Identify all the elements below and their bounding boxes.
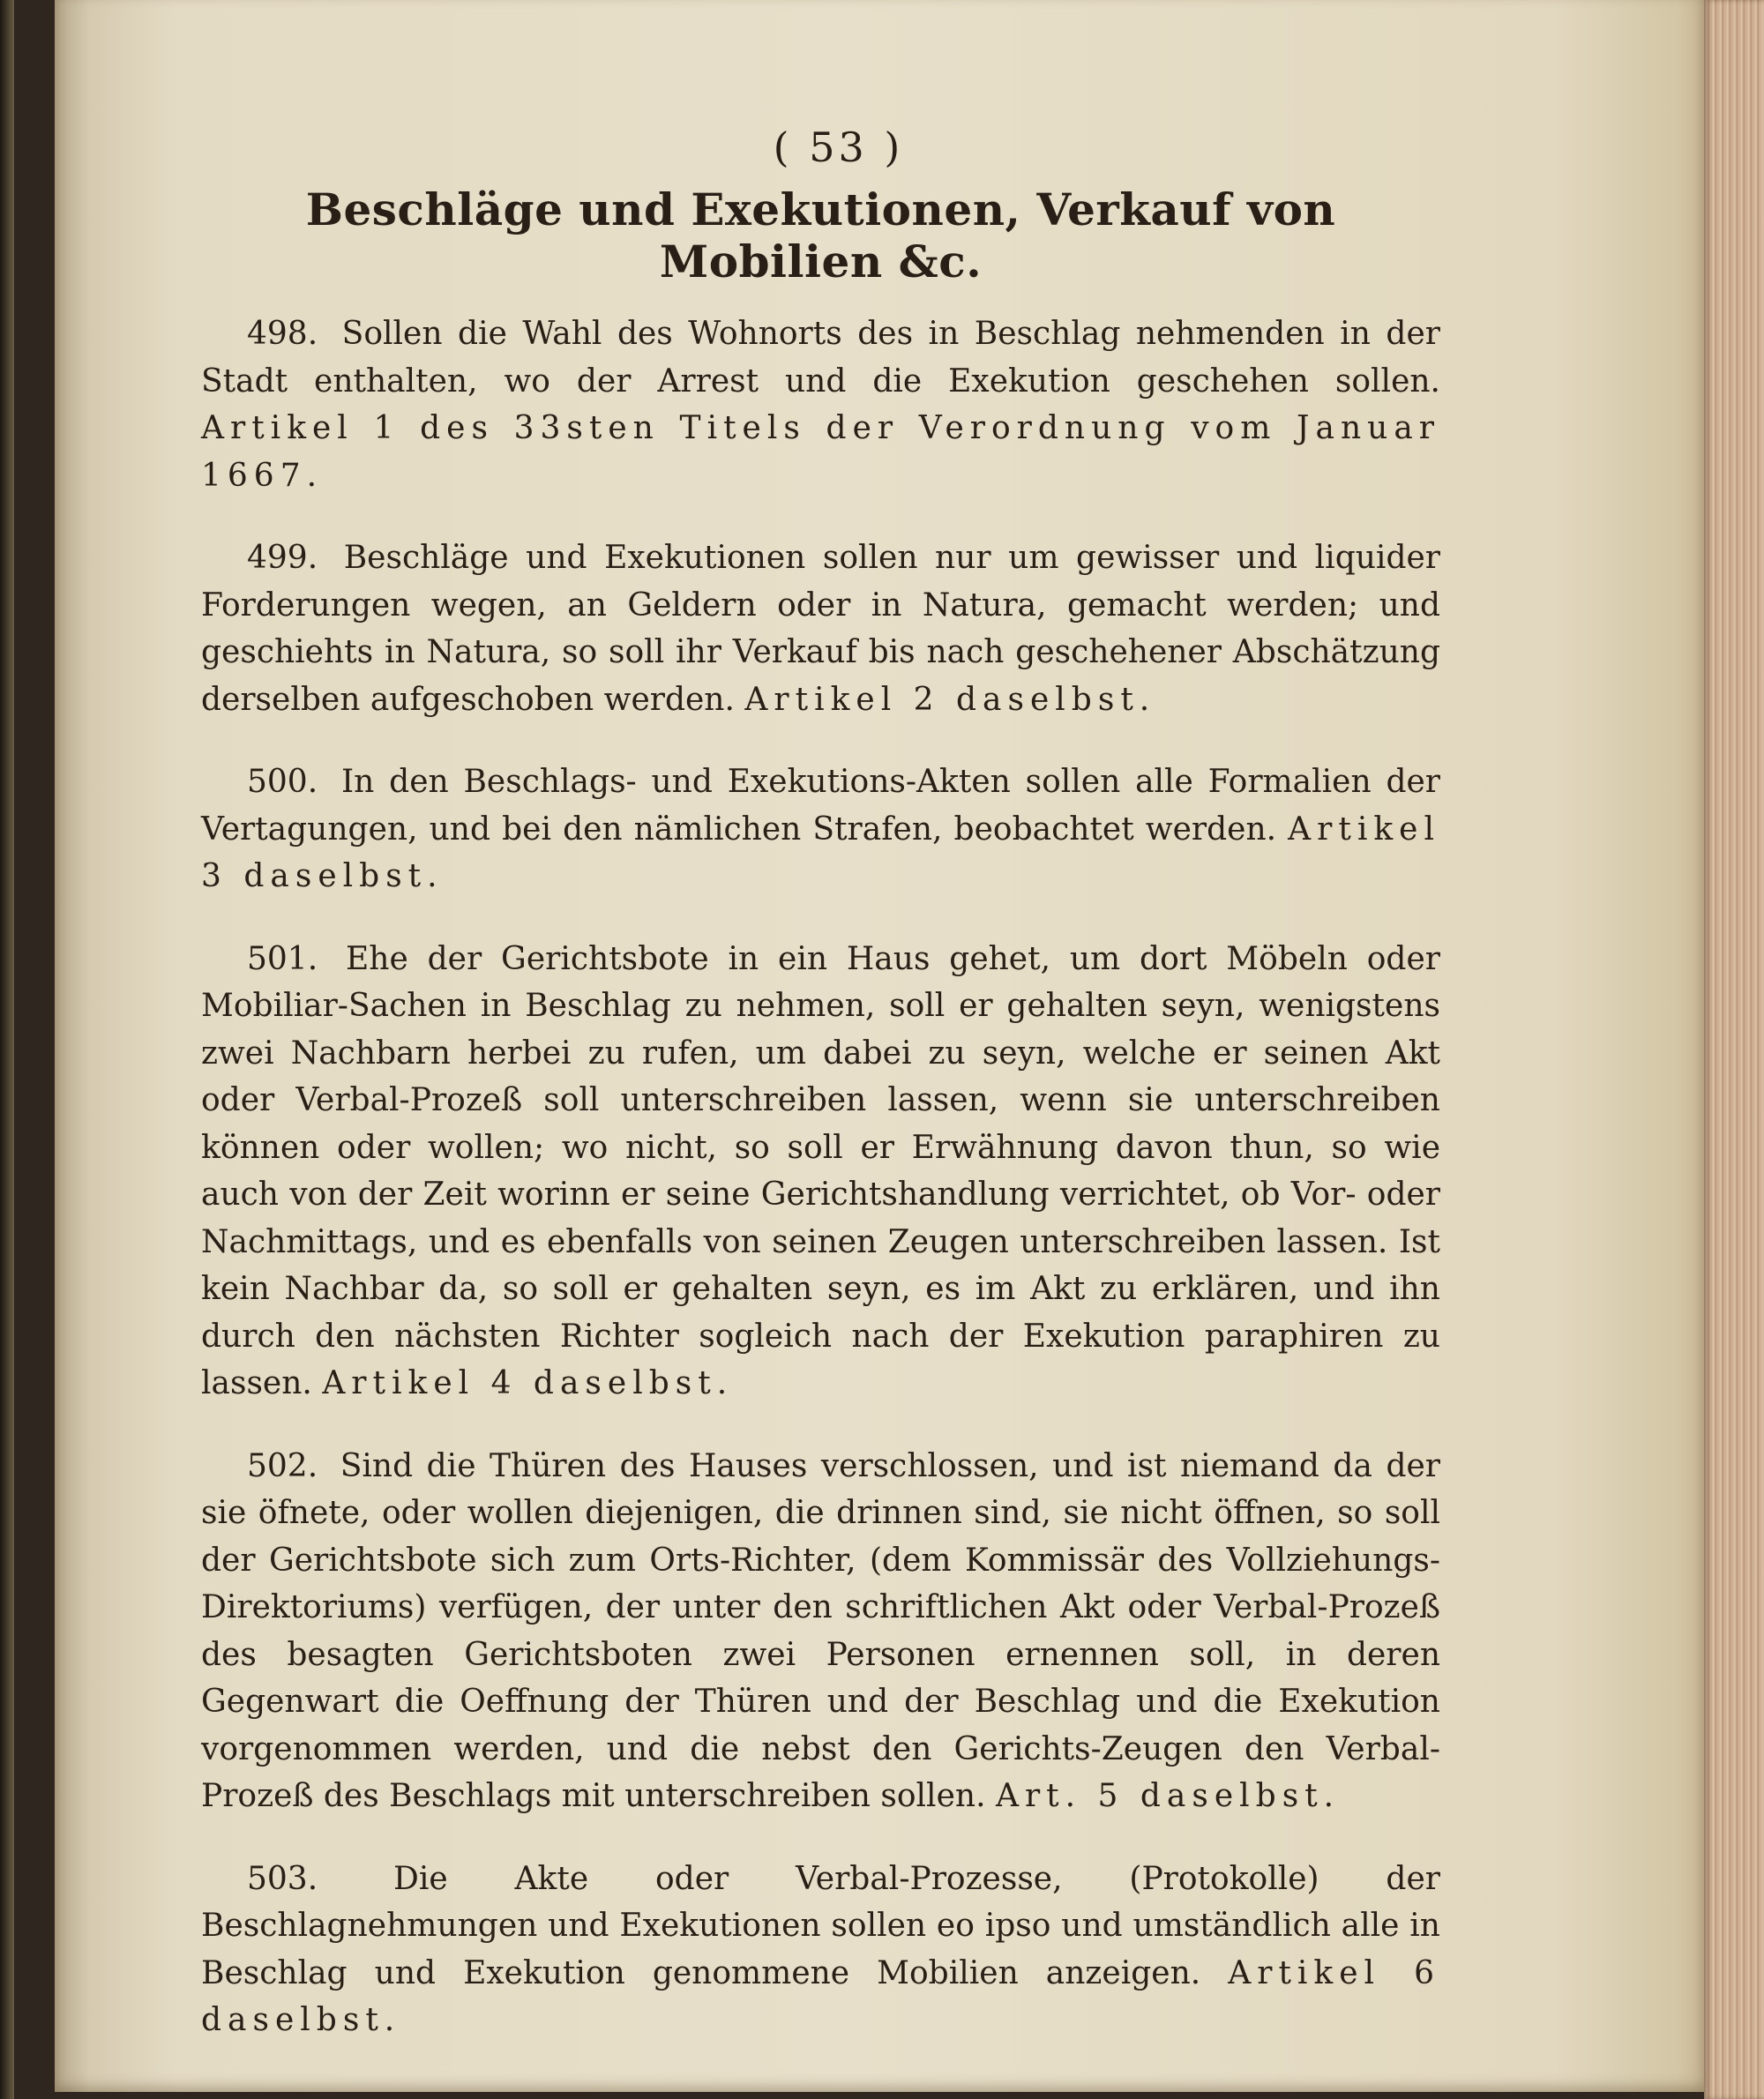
paragraph-number: 498. [247, 316, 318, 352]
paragraph-text: Ehe der Gerichtsbote in ein Haus gehet, um dort Möbeln oder Mobiliar-Sachen in Beschlag zu nehmen, soll er gehalten seyn, wenigstens zwei Nachbarn herbei zu rufen, um dabei zu seyn, welche er seinen Akt oder Verbal-Prozeß soll unterschreiben lassen, wenn sie unterschreiben können oder wollen; wo nicht, so soll er Erwähnung davon thun, so wie auch von der Zeit worinn er seine Gerichtshandlung verrichtet, ob Vor- oder Nachmittags, und es ebenfalls von seinen Zeugen unterschreiben lassen. Ist kein Nachbar da, so soll er gehalten seyn, es im Akt zu erklären, und ihn durch den nächsten Richter sogleich nach der Exekution paraphiren zu lassen. [201, 940, 1440, 1401]
page-number: ( 53 ) [773, 123, 904, 171]
paragraph-citation: Artikel 1 des 33sten Titels der Verordnung vom Januar 1667. [201, 410, 1440, 494]
paragraph-text: Die Akte oder Verbal-Prozesse, (Protokolle) der Beschlagnehmungen und Exekutionen sollen eo ipso und umständlich alle in Beschlag und Exekution genommene Mobilien anzeigen. [201, 1860, 1440, 1991]
paragraph-citation: Artikel 3 daselbst. [201, 810, 1440, 894]
paragraph-citation: Art. 5 daselbst. [995, 1778, 1341, 1814]
paragraph-503 [201, 1856, 1440, 2044]
paragraph-citation: Artikel 6 daselbst. [201, 1954, 1440, 2038]
paragraph-498 [201, 310, 1440, 499]
paragraph-number: 501. [247, 940, 318, 977]
paragraph-number: 503. [247, 1860, 318, 1897]
paragraph-citation: Artikel 2 daselbst. [744, 681, 1156, 718]
paragraph-499 [201, 534, 1440, 723]
paragraph-number: 499. [247, 540, 318, 576]
paragraph-500 [201, 758, 1440, 900]
paragraph-citation: Artikel 4 daselbst. [322, 1365, 734, 1401]
paragraph-text: Sollen die Wahl des Wohnorts des in Beschlag nehmenden in der Stadt enthalten, wo der Arrest und die Exekution geschehen sollen. [201, 316, 1440, 400]
paragraph-number: 500. [247, 764, 318, 800]
section-heading: Beschläge und Exekutionen, Verkauf von Mobilien &c. [305, 183, 1336, 288]
paragraph-501 [201, 936, 1440, 1408]
paragraph-number: 502. [247, 1447, 318, 1484]
paragraph-text: In den Beschlags- und Exekutions-Akten sollen alle Formalien der Vertagungen, und bei den nämlichen Strafen, beobachtet werden. [201, 764, 1440, 848]
page-content [201, 123, 1440, 2080]
page-edges [1704, 0, 1764, 2099]
paragraph-502 [201, 1443, 1440, 1820]
book-gutter [0, 0, 14, 2099]
paragraph-text: Beschläge und Exekutionen sollen nur um gewisser und liquider Forderungen wegen, an Geldern oder in Natura, gemacht werden; und geschiehts in Natura, so soll ihr Verkauf bis nach geschehener Abschätzung derselben aufgeschoben werden. [201, 540, 1440, 718]
paragraph-text: Sind die Thüren des Hauses verschlossen, und ist niemand da der sie öfnete, oder wollen diejenigen, die drinnen sind, sie nicht öffnen, so soll der Gerichtsbote sich zum Orts-Richter, (dem Kommissär des Vollziehungs-Direktoriums) verfügen, der unter den schriftlichen Akt oder Verbal-Prozeß des besagten Gerichtsboten zwei Personen ernennen soll, in deren Gegenwart die Oeffnung der Thüren und der Beschlag und die Exekution vorgenommen werden, und die nebst den Gerichts-Zeugen den Verbal-Prozeß des Beschlags mit unterschreiben sollen. [201, 1447, 1441, 1814]
